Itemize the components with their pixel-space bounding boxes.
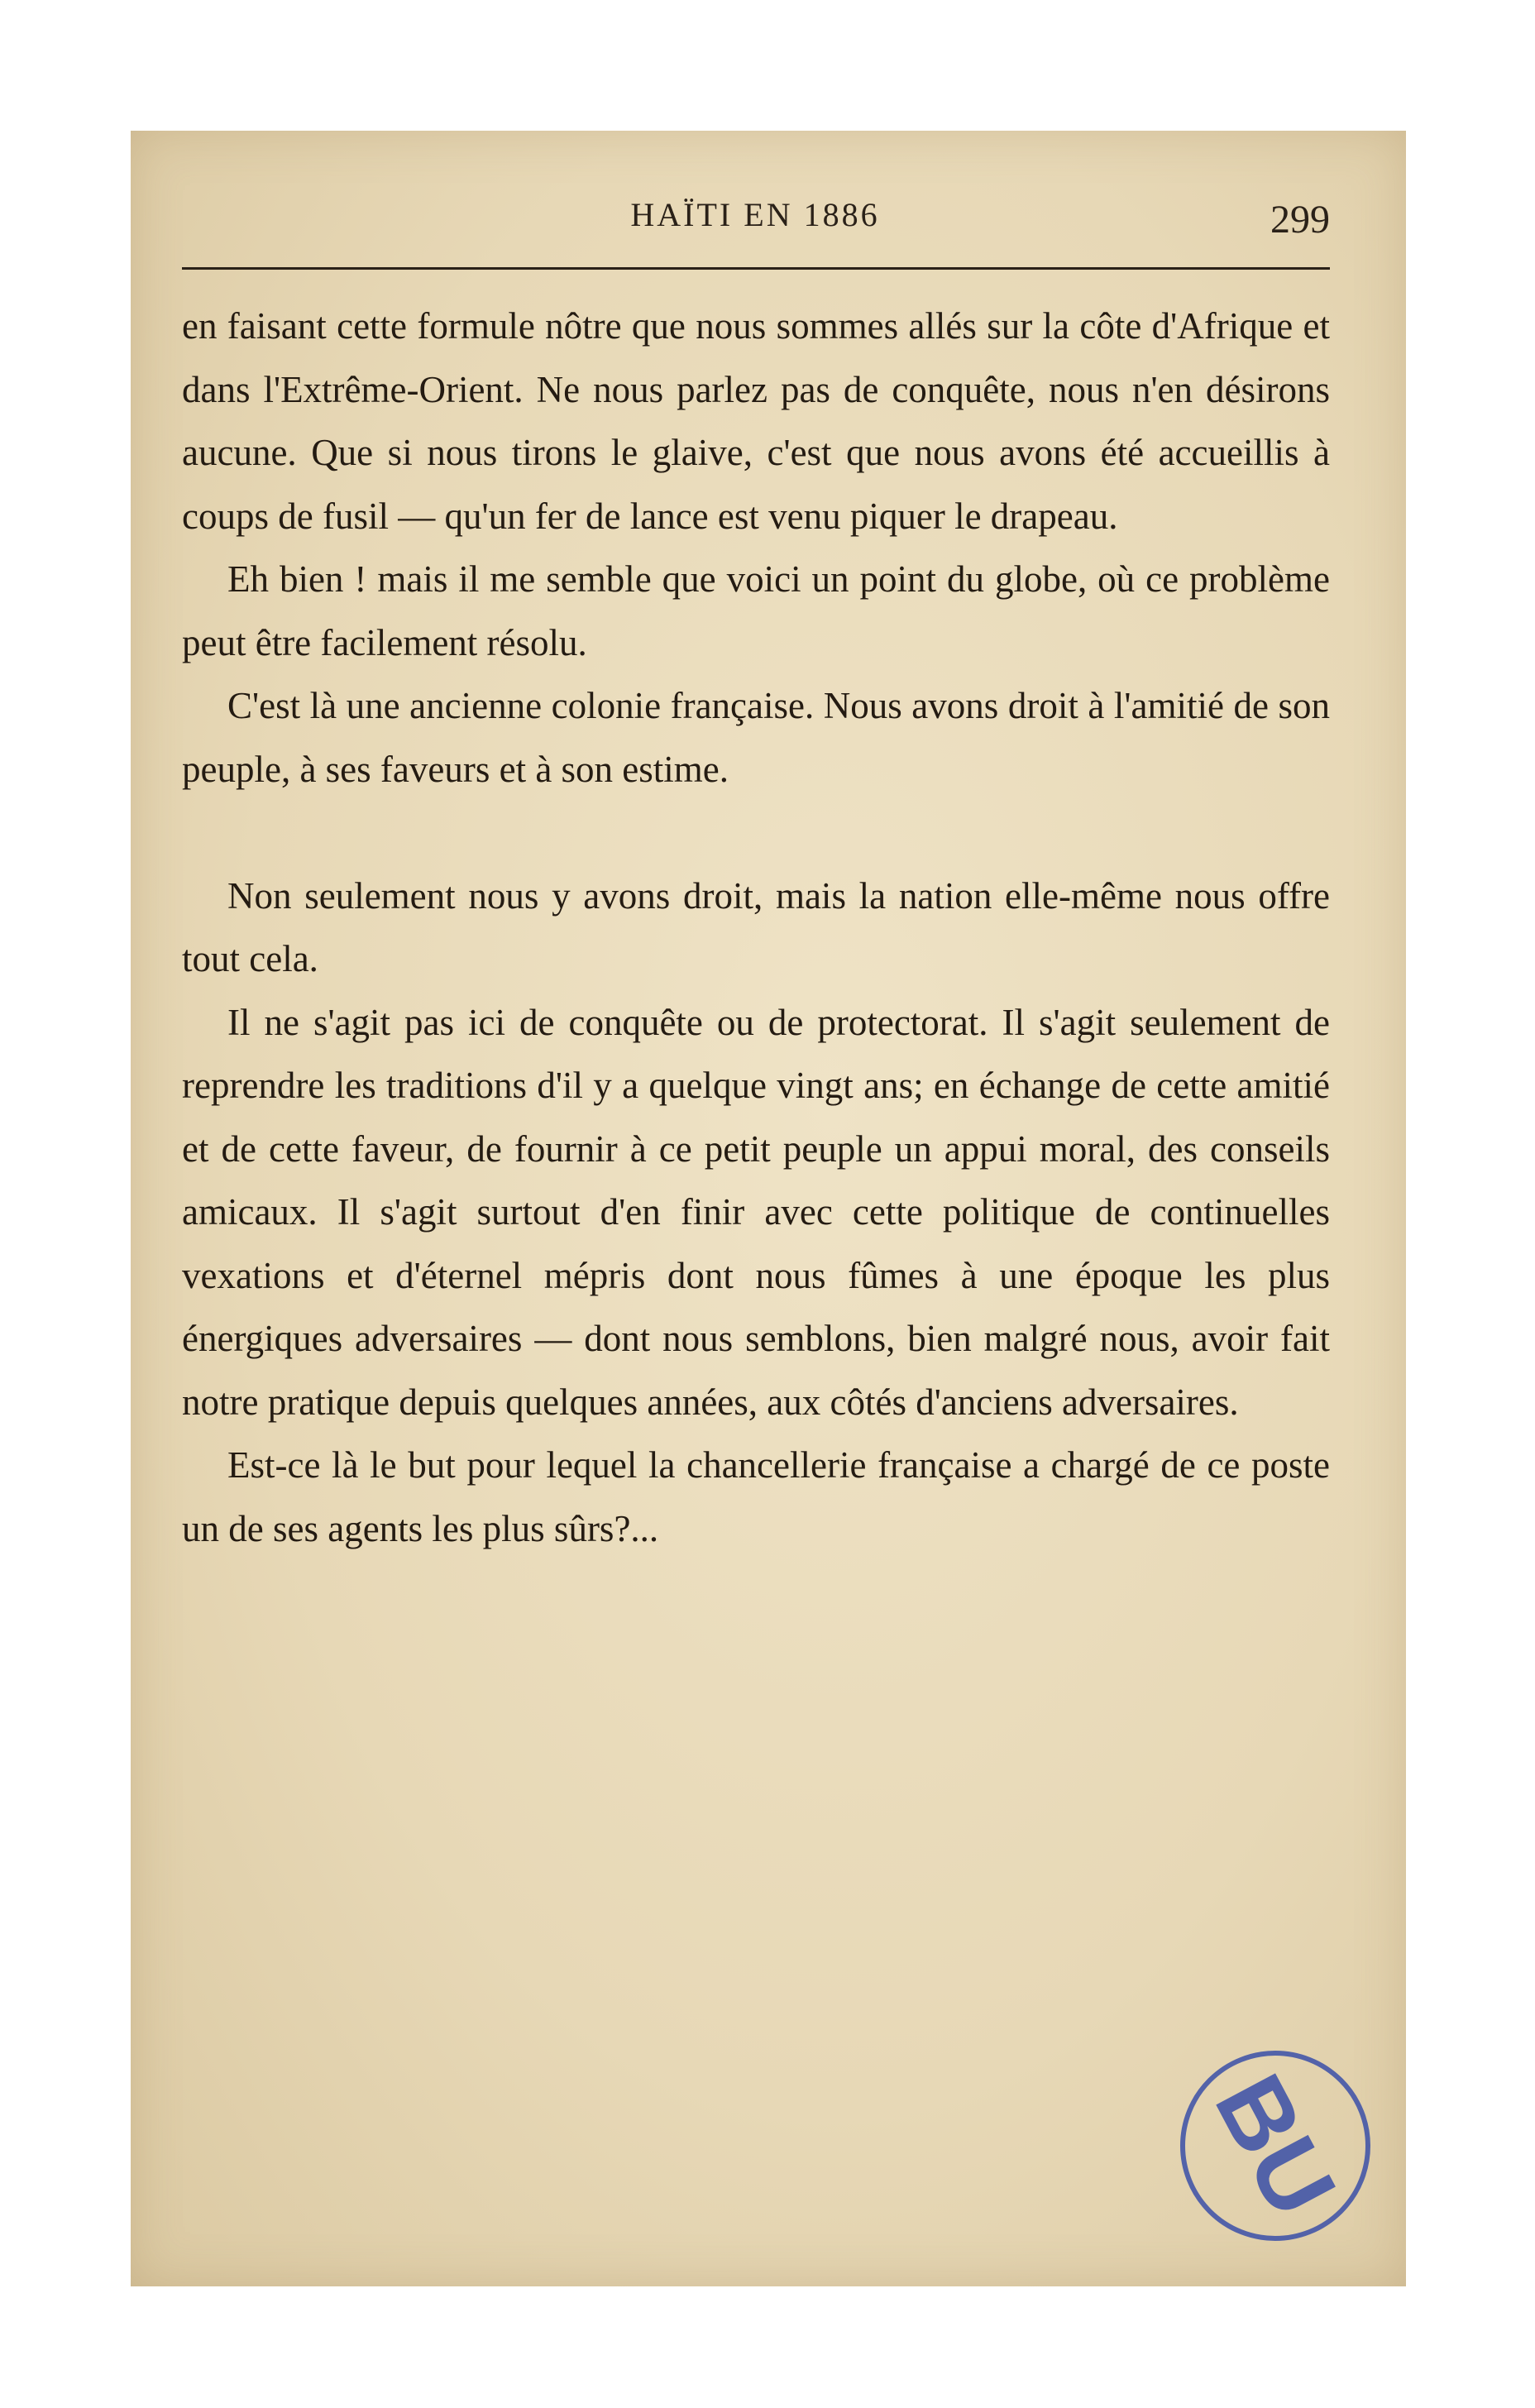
page-header — [180, 189, 1330, 247]
paragraph-4: Non seulement nous y avons droit, mais la nation elle-même nous offre tout cela. — [182, 874, 1330, 979]
paragraph-5: Il ne s'agit pas ici de conquête ou de protectorat. Il s'agit seulement de reprendre les traditions d'il y a quelque vingt ans; en échange de cette amitié et de cette faveur, de fournir à ce petit peuple un appui moral, des conseils amicaux. Il s'agit surtout d'en finir avec cette politique de continuelles vexations et d'éternel mépris dont nous fûmes à une époque les plus énergiques adversaires — dont nous semblons, bien malgré nous, avoir fait notre pratique depuis quelques années, aux côtés d'anciens adversaires. — [182, 1001, 1330, 1423]
running-title: HAÏTI EN 1886 — [630, 196, 880, 233]
header-rule — [182, 267, 1330, 270]
library-stamp — [1174, 2045, 1377, 2248]
paragraph-6: Est-ce là le but pour lequel la chancellerie française a chargé de ce poste un de ses agents les plus sûrs?... — [182, 1444, 1330, 1549]
stamp-logo — [1183, 2053, 1368, 2238]
paragraph-2: Eh bien ! mais il me semble que voici un point du globe, où ce problème peut être facilement résolu. — [182, 558, 1330, 663]
body-text — [182, 294, 1330, 1560]
book-page — [131, 131, 1406, 2286]
paragraph-3: C'est là une ancienne colonie française. Nous avons droit à l'amitié de son peuple, à ses faveurs et à son estime. — [182, 685, 1330, 790]
page-number: 299 — [1270, 198, 1330, 242]
svg-text:BU: BU — [1193, 2057, 1357, 2234]
paragraph-1: en faisant cette formule nôtre que nous sommes allés sur la côte d'Afrique et dans l'Extrême-Orient. Ne nous parlez pas de conquête, nous n'en désirons aucune. Que si nous tirons le glaive, c'est que nous avons été accueillis à coups de fusil — qu'un fer de lance est venu piquer le drapeau. — [182, 305, 1330, 537]
